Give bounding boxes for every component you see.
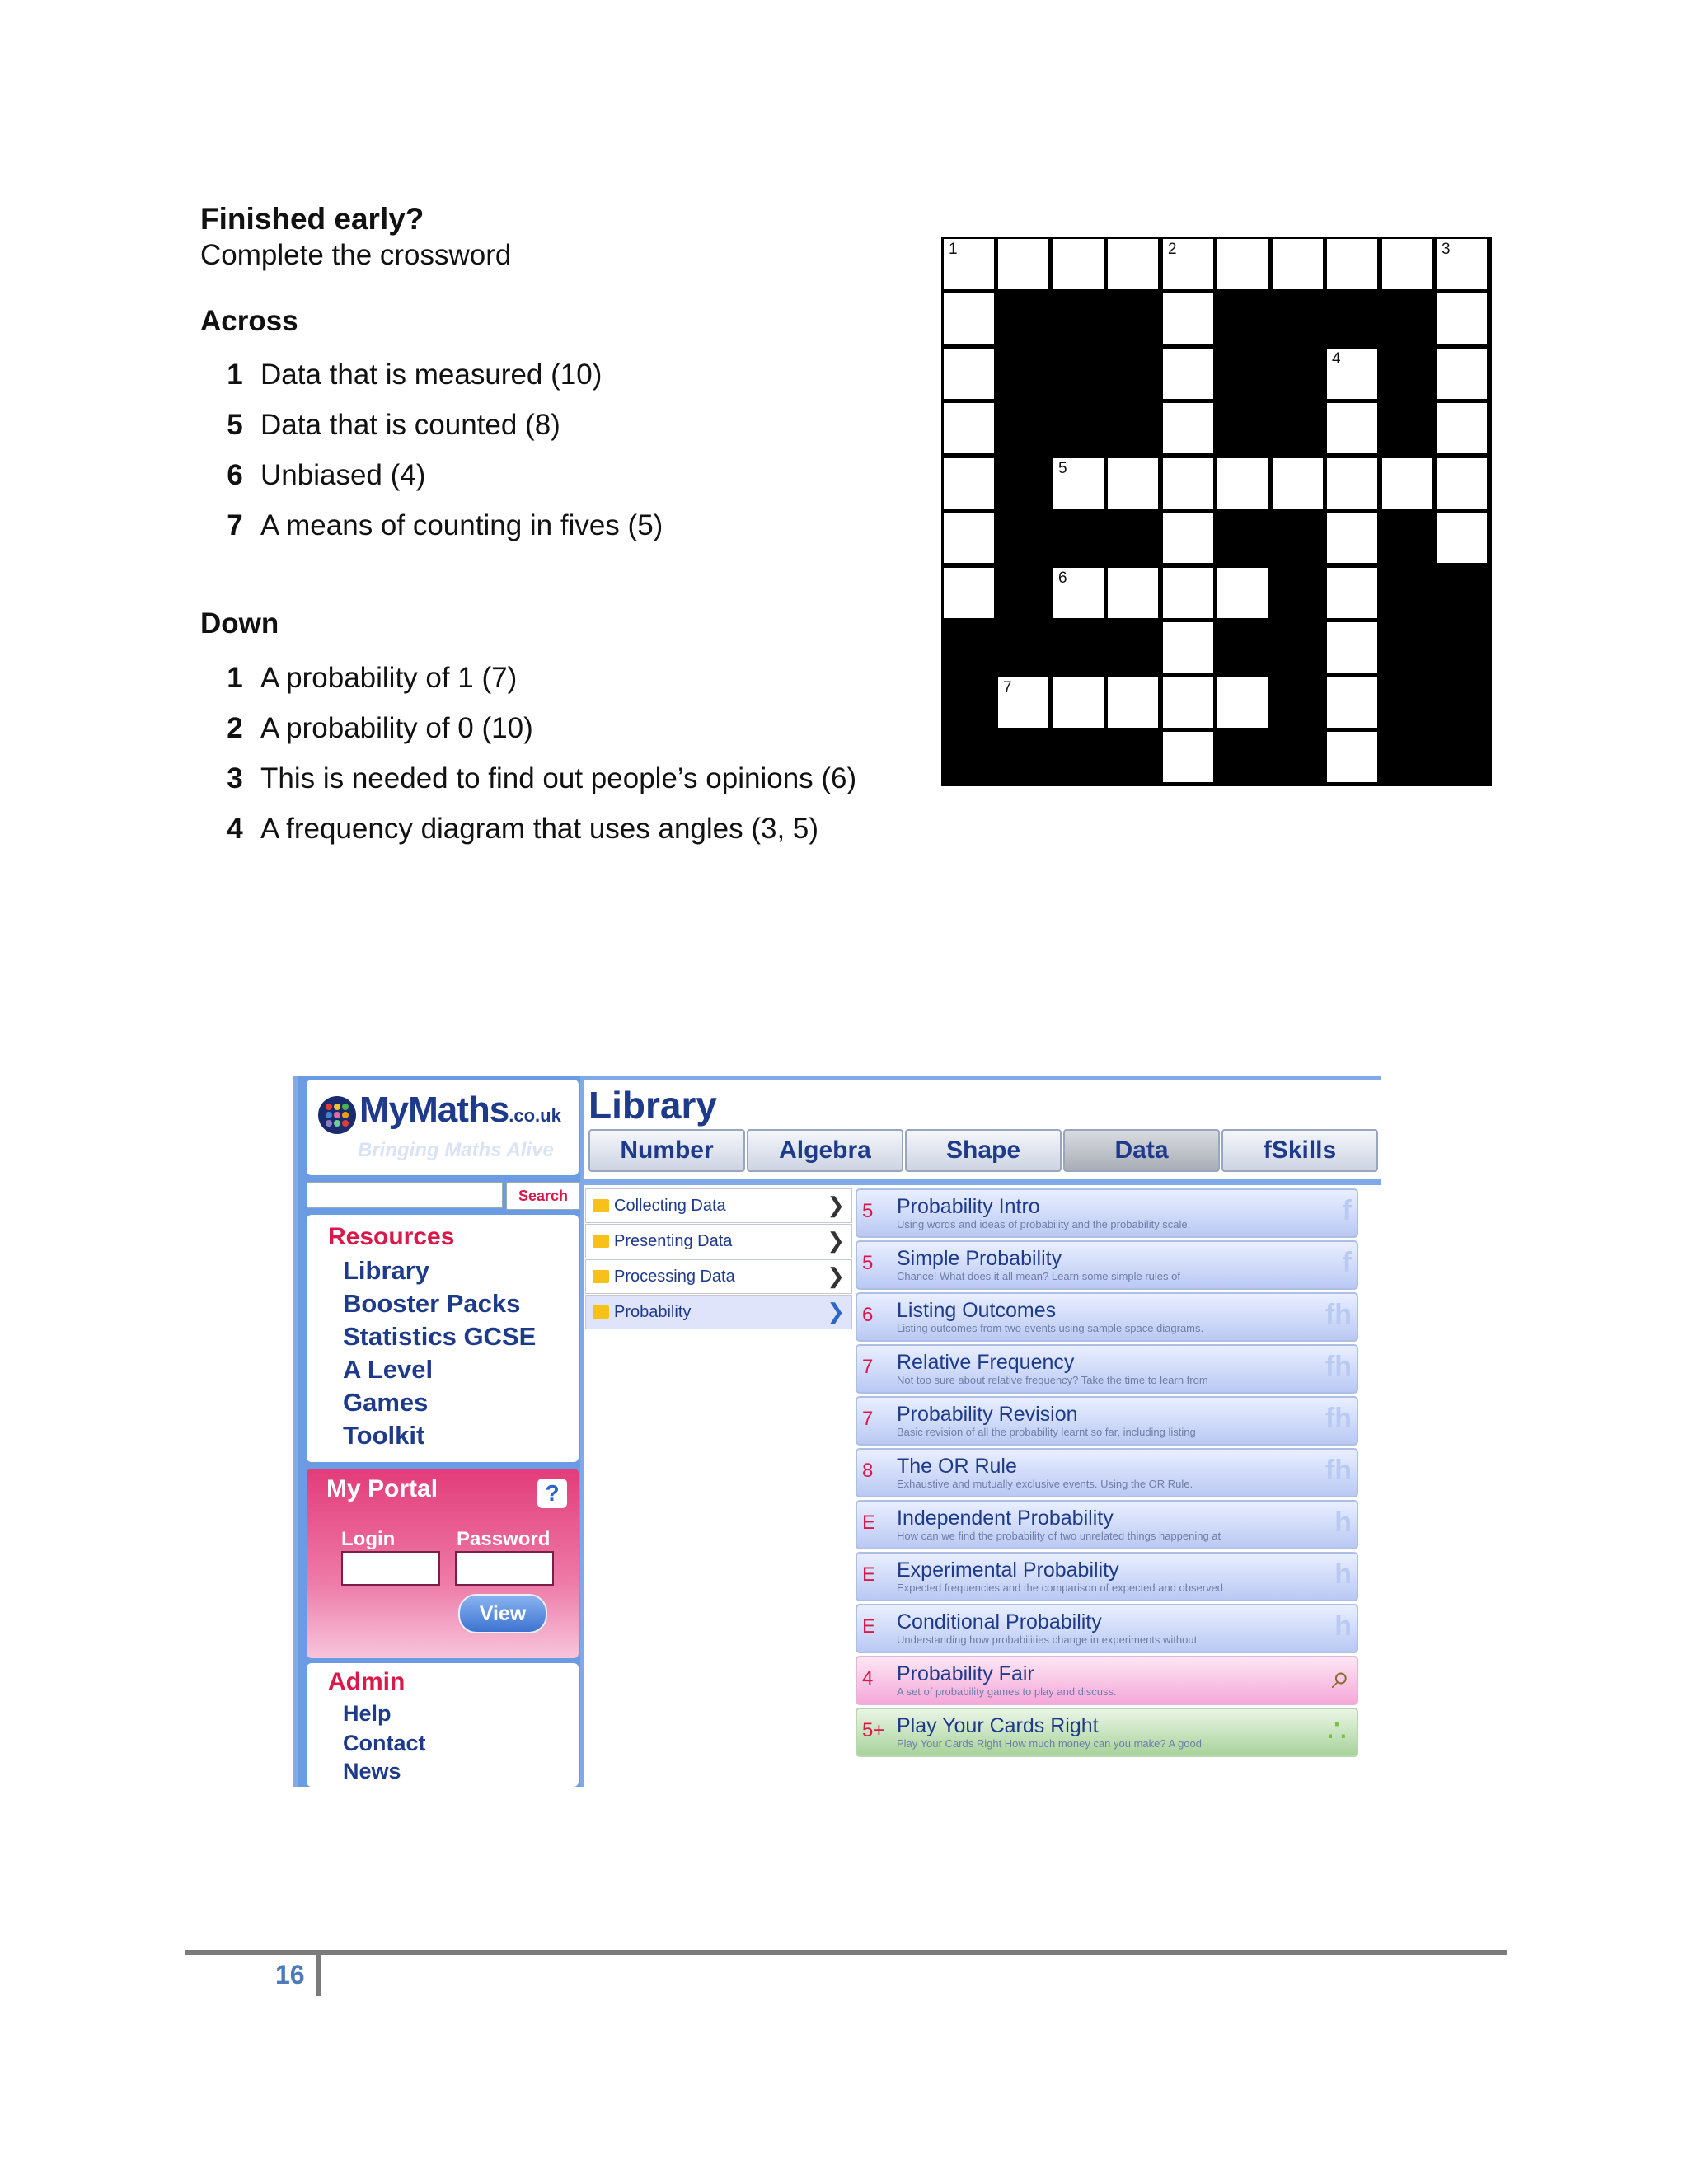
across-clues <box>223 349 663 551</box>
portal-title: My Portal <box>326 1475 438 1502</box>
clue-text: A probability of 0 (10) <box>260 712 533 744</box>
crossword-cell[interactable] <box>1163 403 1213 453</box>
clue-number: 5 <box>227 409 243 441</box>
clue-item <box>223 400 663 450</box>
crossword-cell[interactable] <box>1327 239 1377 289</box>
lesson-description: Expected frequencies and the comparison of expected and observed <box>897 1582 1224 1594</box>
crossword-cell[interactable] <box>944 568 994 618</box>
lesson-description: Chance! What does it all mean? Learn some simple rules of <box>897 1270 1180 1282</box>
chevron-right-icon: ❯ <box>827 1263 845 1288</box>
crossword-cell[interactable] <box>944 458 994 509</box>
clue-number: 1 <box>227 662 243 694</box>
category-label: Processing Data <box>614 1268 735 1286</box>
lesson-title: Probability Fair <box>897 1662 1034 1685</box>
category-label: Presenting Data <box>614 1232 733 1250</box>
lesson-level: 4 <box>862 1667 874 1690</box>
mymaths-screenshot <box>293 1076 1381 1787</box>
page-number: 16 <box>275 1960 305 1990</box>
crossword-cell[interactable] <box>1217 568 1268 618</box>
crossword-cell[interactable] <box>1217 239 1268 289</box>
crossword-cell-number: 3 <box>1442 241 1451 258</box>
crossword-cell[interactable] <box>1437 239 1487 289</box>
tab-fskills[interactable]: fSkills <box>1221 1129 1378 1172</box>
subheading: Complete the crossword <box>200 239 512 271</box>
admin-panel <box>307 1663 579 1787</box>
crossword-cell-number: 7 <box>1003 679 1012 696</box>
chevron-right-icon: ❯ <box>827 1299 845 1324</box>
crossword-cell[interactable] <box>1053 239 1104 289</box>
lesson-title: Probability Revision <box>897 1403 1078 1426</box>
password-label: Password <box>457 1528 551 1550</box>
crossword-cell[interactable] <box>1437 403 1487 453</box>
crossword-cell[interactable] <box>944 239 994 289</box>
lesson-item[interactable] <box>856 1708 1358 1757</box>
crossword-cell[interactable] <box>998 239 1048 289</box>
lesson-description: How can we find the probability of two unrelated things happening at <box>897 1530 1221 1542</box>
crossword-cell[interactable] <box>1108 458 1158 509</box>
crossword-cell[interactable] <box>1437 458 1487 509</box>
lesson-description: Using words and ideas of probability and the probability scale. <box>897 1218 1191 1230</box>
crossword-cell[interactable] <box>1163 732 1213 782</box>
network-icon: ∴ <box>1326 1714 1347 1749</box>
library-title: Library <box>588 1084 717 1127</box>
crossword-cell[interactable] <box>1327 622 1377 673</box>
my-portal-panel <box>307 1469 579 1658</box>
clue-text: A probability of 1 (7) <box>260 662 518 694</box>
tab-shape[interactable]: Shape <box>905 1129 1062 1172</box>
crossword-cell-number: 4 <box>1332 350 1341 368</box>
crossword-cell[interactable] <box>944 349 994 399</box>
footer-rule <box>185 1950 1507 1955</box>
lesson-title: Play Your Cards Right <box>897 1714 1099 1737</box>
lesson-title: Listing Outcomes <box>897 1299 1057 1322</box>
lesson-description: A set of probability games to play and discuss. <box>897 1685 1117 1698</box>
crossword-cell-number: 6 <box>1058 569 1067 587</box>
clue-text: A means of counting in fives (5) <box>260 509 663 541</box>
login-label: Login <box>341 1528 396 1550</box>
crossword-cell[interactable] <box>1163 293 1213 344</box>
lesson-badge: h <box>1334 1507 1352 1538</box>
magnifier-icon: ⌕ <box>1331 1659 1350 1695</box>
logo-name: MyMaths <box>359 1090 509 1130</box>
password-field[interactable] <box>455 1551 554 1586</box>
crossword-cell-number: 1 <box>949 241 958 258</box>
crossword-cell[interactable] <box>1163 239 1213 289</box>
mymaths-sidebar <box>293 1076 584 1787</box>
view-button[interactable]: View <box>458 1594 547 1633</box>
lesson-title: Independent Probability <box>897 1507 1114 1530</box>
clue-item <box>223 804 856 854</box>
lesson-item[interactable] <box>856 1500 1358 1549</box>
crossword-cell[interactable] <box>1053 568 1104 618</box>
lesson-level: 8 <box>862 1460 874 1482</box>
lesson-level: 5+ <box>862 1719 885 1741</box>
lesson-level: E <box>862 1511 876 1534</box>
footer-tick <box>316 1955 321 1996</box>
crossword-cell[interactable] <box>1163 513 1213 563</box>
crossword-cell[interactable] <box>1437 349 1487 399</box>
crossword-cell[interactable] <box>1437 513 1487 563</box>
clue-item <box>223 653 856 703</box>
folder-icon <box>593 1235 609 1248</box>
logo-text <box>359 1090 561 1131</box>
tab-data[interactable]: Data <box>1063 1129 1220 1172</box>
crossword-cell[interactable] <box>1053 677 1104 728</box>
crossword-cell[interactable] <box>1108 568 1158 618</box>
crossword-cell[interactable] <box>1163 622 1213 673</box>
lesson-badge: f <box>1342 1247 1352 1278</box>
clue-text: Data that is measured (10) <box>260 359 603 391</box>
admin-link-help[interactable]: Help <box>343 1701 392 1726</box>
clue-number: 1 <box>227 359 243 391</box>
clue-text: A frequency diagram that uses angles (3, 5) <box>260 813 819 845</box>
lesson-badge: fh <box>1325 1403 1352 1434</box>
mymaths-logo[interactable] <box>307 1080 579 1175</box>
lesson-item[interactable] <box>856 1396 1358 1446</box>
lesson-badge: h <box>1334 1610 1352 1642</box>
category-label: Collecting Data <box>614 1197 726 1215</box>
lesson-level: 7 <box>862 1356 874 1378</box>
crossword-cell[interactable] <box>944 403 994 453</box>
lesson-level: E <box>862 1615 876 1638</box>
lesson-item[interactable] <box>856 1552 1358 1601</box>
login-field[interactable] <box>341 1551 440 1586</box>
crossword-cell[interactable] <box>1217 458 1268 509</box>
lesson-level: E <box>862 1563 876 1586</box>
crossword-cell[interactable] <box>1382 239 1432 289</box>
lesson-badge: h <box>1334 1558 1352 1590</box>
resource-link-booster-packs[interactable]: Booster Packs <box>343 1289 521 1318</box>
lesson-badge: fh <box>1325 1455 1352 1486</box>
library-header <box>584 1076 1381 1192</box>
search-button[interactable]: Search <box>506 1182 580 1210</box>
crossword-cell[interactable] <box>1108 677 1158 728</box>
puzzle-intro <box>200 200 511 273</box>
crossword-cell[interactable] <box>1163 568 1213 618</box>
crossword-cell-number: 5 <box>1058 460 1067 477</box>
lesson-title: The OR Rule <box>897 1455 1017 1478</box>
clue-number: 2 <box>227 712 243 744</box>
lesson-item[interactable] <box>856 1448 1358 1497</box>
crossword-cell[interactable] <box>1327 458 1377 509</box>
category-collecting-data[interactable] <box>585 1188 852 1223</box>
logo-domain: .co.uk <box>509 1105 561 1126</box>
clue-number: 3 <box>227 762 243 794</box>
lesson-item[interactable] <box>856 1656 1358 1705</box>
chevron-right-icon: ❯ <box>827 1193 845 1217</box>
down-clues <box>223 653 856 854</box>
logo-tagline: Bringing Maths Alive <box>358 1139 554 1161</box>
lesson-item[interactable] <box>856 1240 1358 1290</box>
crossword-cell-number: 2 <box>1168 241 1177 258</box>
heading: Finished early? <box>200 202 424 236</box>
lesson-level: 7 <box>862 1408 874 1430</box>
crossword-cell[interactable] <box>1108 239 1158 289</box>
crossword-cell[interactable] <box>1163 677 1213 728</box>
across-title: Across <box>200 305 298 337</box>
admin-link-news[interactable]: News <box>343 1759 401 1783</box>
lesson-title: Relative Frequency <box>897 1351 1075 1374</box>
crossword-cell[interactable] <box>1327 677 1377 728</box>
clue-item <box>223 753 856 804</box>
tab-algebra[interactable]: Algebra <box>747 1129 903 1172</box>
crossword-cell[interactable] <box>944 293 994 344</box>
lesson-description: Not too sure about relative frequency? Take the time to learn from <box>897 1374 1208 1386</box>
lesson-description: Listing outcomes from two events using sample space diagrams. <box>897 1322 1204 1334</box>
lesson-description: Play Your Cards Right How much money can you make? A good <box>897 1737 1202 1750</box>
lesson-title: Simple Probability <box>897 1247 1062 1270</box>
tab-number[interactable]: Number <box>588 1129 745 1172</box>
lesson-badge: f <box>1342 1195 1352 1226</box>
lesson-item[interactable] <box>856 1344 1358 1394</box>
lesson-item[interactable] <box>856 1604 1358 1653</box>
lesson-description: Basic revision of all the probability learnt so far, including listing <box>897 1426 1196 1438</box>
help-icon[interactable]: ? <box>537 1479 567 1508</box>
clue-number: 6 <box>227 459 243 491</box>
clue-item <box>223 703 856 753</box>
crossword-grid <box>941 237 1492 786</box>
crossword-cell[interactable] <box>1163 458 1213 509</box>
crossword-cell[interactable] <box>944 513 994 563</box>
search-input[interactable] <box>307 1182 503 1208</box>
crossword-cell[interactable] <box>1382 458 1432 509</box>
crossword-cell[interactable] <box>1163 349 1213 399</box>
folder-icon <box>593 1270 609 1283</box>
lesson-level: 5 <box>862 1200 874 1222</box>
resource-link-library[interactable]: Library <box>343 1256 430 1285</box>
clue-number: 4 <box>227 813 243 845</box>
lesson-level: 5 <box>862 1252 874 1274</box>
lesson-item[interactable] <box>856 1188 1358 1238</box>
down-title: Down <box>200 607 279 640</box>
lesson-title: Conditional Probability <box>897 1610 1102 1633</box>
crossword-cell[interactable] <box>1273 239 1323 289</box>
crossword-cell[interactable] <box>1327 513 1377 563</box>
clue-text: Unbiased (4) <box>260 459 426 491</box>
lesson-level: 6 <box>862 1304 874 1326</box>
library-area <box>584 1076 1381 1787</box>
lesson-description: Exhaustive and mutually exclusive events. Using the OR Rule. <box>897 1478 1193 1490</box>
category-presenting-data[interactable] <box>585 1224 852 1258</box>
folder-icon <box>593 1199 609 1212</box>
crossword-cell[interactable] <box>1327 349 1377 399</box>
resource-link-games[interactable]: Games <box>343 1388 429 1417</box>
category-probability[interactable] <box>585 1295 852 1329</box>
lesson-badge: fh <box>1325 1351 1352 1382</box>
category-label: Probability <box>614 1303 692 1321</box>
crossword-cell[interactable] <box>1327 568 1377 618</box>
crossword-cell[interactable] <box>1327 732 1377 782</box>
clue-text: This is needed to find out people’s opinions (6) <box>260 762 857 794</box>
folder-open-icon <box>593 1305 609 1319</box>
resource-link-a-level[interactable]: A Level <box>343 1355 434 1384</box>
admin-title: Admin <box>328 1668 406 1695</box>
lesson-title: Probability Intro <box>897 1195 1040 1218</box>
lesson-badge: fh <box>1325 1299 1352 1330</box>
clue-text: Data that is counted (8) <box>260 409 560 441</box>
crossword-cell[interactable] <box>1217 677 1268 728</box>
crossword-cell[interactable] <box>1053 458 1104 509</box>
clue-item <box>223 450 663 500</box>
logo-dots-icon <box>318 1096 356 1134</box>
crossword-cell[interactable] <box>1327 403 1377 453</box>
resources-title: Resources <box>328 1223 455 1250</box>
chevron-right-icon: ❯ <box>827 1228 845 1253</box>
crossword-cell[interactable] <box>1273 458 1323 509</box>
crossword-cell[interactable] <box>1437 293 1487 344</box>
clue-number: 7 <box>227 509 243 541</box>
crossword-cell[interactable] <box>998 677 1048 728</box>
admin-link-contact[interactable]: Contact <box>343 1731 426 1755</box>
lesson-title: Experimental Probability <box>897 1558 1119 1582</box>
lesson-item[interactable] <box>856 1292 1358 1342</box>
clue-item <box>223 349 663 400</box>
clue-item <box>223 500 663 551</box>
resource-link-statistics-gcse[interactable]: Statistics GCSE <box>343 1322 537 1351</box>
resources-panel <box>307 1215 579 1462</box>
lesson-description: Understanding how probabilities change in experiments without <box>897 1633 1198 1646</box>
category-processing-data[interactable] <box>585 1259 852 1294</box>
resource-link-toolkit[interactable]: Toolkit <box>343 1421 425 1450</box>
